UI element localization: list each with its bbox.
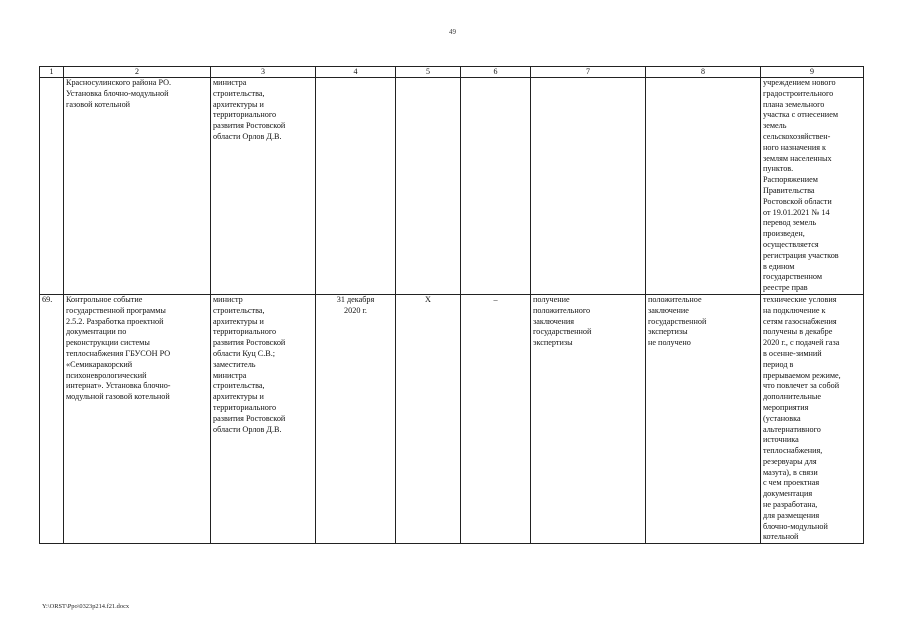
table-row [40,78,864,295]
actual-result-cell [646,78,761,295]
responsible-cell: министра строительства, архитектуры и территориального развития Ростовской области Орлов Д.В. [211,78,316,295]
col-header-1: 1 [40,67,64,78]
col5-cell: X [396,294,461,543]
col-header-8: 8 [646,67,761,78]
col-header-6: 6 [461,67,531,78]
header-row [40,67,864,78]
comment-cell: учреждением нового градостроительного плана земельного участка с отнесением земель сельскохозяйствен- ного назначения к землям населенных пунктов. Распоряжением Правительства Ростовской области от 19.01.2021 № 14 перевод земель произведен, осуществляется регистрация участков в едином государственном реестре прав [761,78,864,295]
responsible-cell: министр строительства, архитектуры и территориального развития Ростовской области Куц С.В.; заместитель министра строительства, архитектуры и территориального развития Ростовской области Орлов Д.В. [211,294,316,543]
col5-cell [396,78,461,295]
col-header-4: 4 [316,67,396,78]
planned-date-cell [316,78,396,295]
col-header-9: 9 [761,67,864,78]
event-name-cell: Контрольное событие государственной программы 2.5.2. Разработка проектной документации по реконструкции системы теплоснабжения ГБУСОН РО «Семикаракорский психоневрологический интернат». Установка блочно- модульной газовой котельной [64,294,211,543]
col6-cell [461,78,531,295]
row-number-cell: 69. [40,294,64,543]
col-header-5: 5 [396,67,461,78]
col-header-3: 3 [211,67,316,78]
actual-result-cell: положительное заключение государственной экспертизы не получено [646,294,761,543]
col-header-7: 7 [531,67,646,78]
comment-cell: технические условия на подключение к сетям газоснабжения получены в декабре 2020 г., с подачей газа в осенне-зимний период в прерываемом режиме, что повлечет за собой дополнительные мероприятия (установка альтернативного источника теплоснабжения, резервуары для мазута), в связи с чем проектная документация не разработана, для размещения блочно-модульной котельной [761,294,864,543]
file-path-footer: Y:\ORST\Ppo\0323p214.f21.docx [42,603,130,610]
page-number: 49 [449,28,456,36]
col6-cell: – [461,294,531,543]
planned-date-cell: 31 декабря 2020 г. [316,294,396,543]
expected-result-cell: получение положительного заключения государственной экспертизы [531,294,646,543]
expected-result-cell [531,78,646,295]
report-table [39,66,864,544]
table-row [40,294,864,543]
event-name-cell: Красносулинского района РО. Установка блочно-модульной газовой котельной [64,78,211,295]
row-number-cell [40,78,64,295]
col-header-2: 2 [64,67,211,78]
